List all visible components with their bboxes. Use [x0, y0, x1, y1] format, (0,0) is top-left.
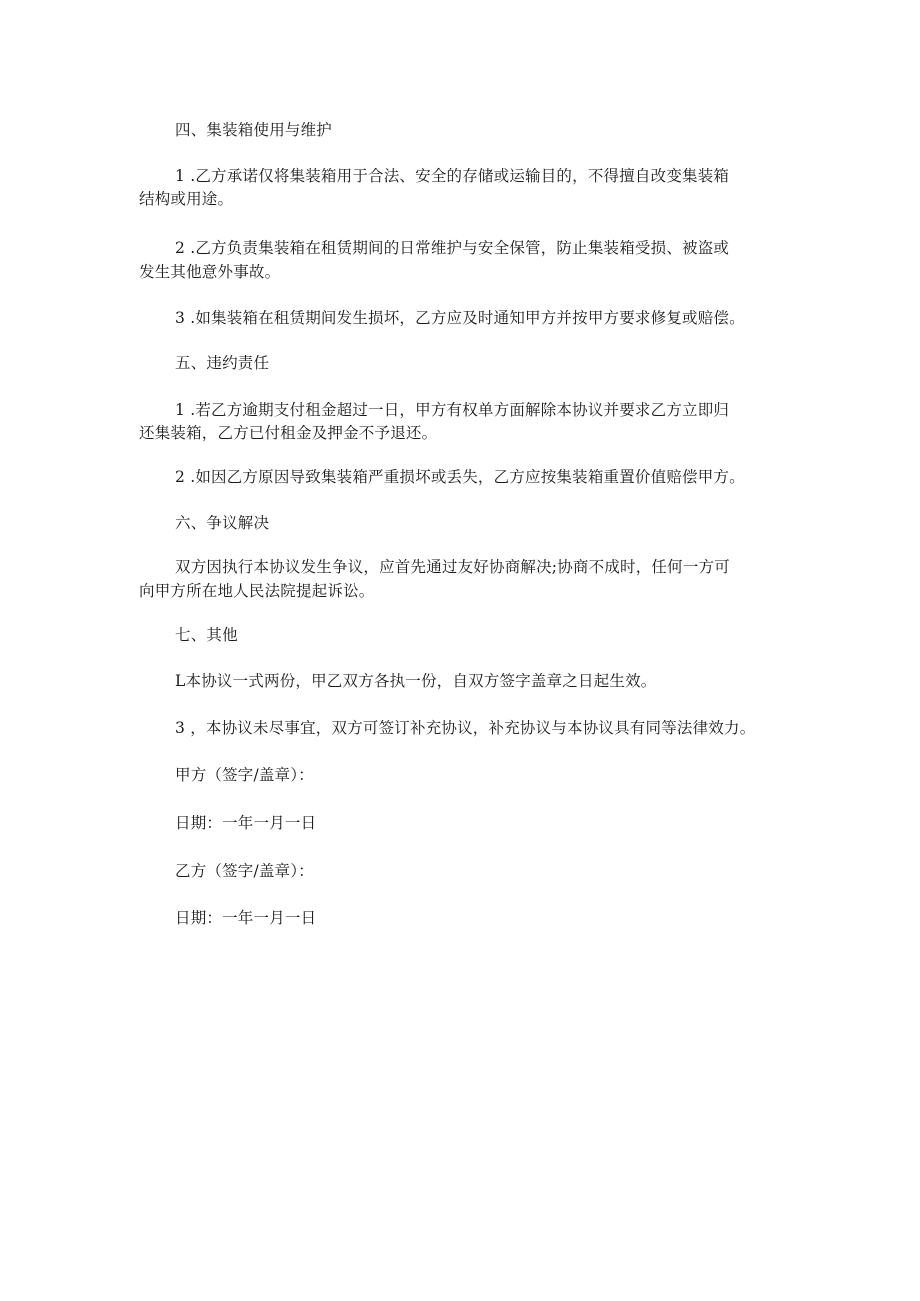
section-heading: 五、违约责任: [175, 354, 270, 372]
clause-text-continued: 向甲方所在地人民法院提起诉讼。: [139, 582, 375, 600]
clause-text: 3 ，本协议未尽事宜，双方可签订补充协议，补充协议与本协议具有同等法律效力。: [175, 719, 756, 737]
party-a-date: 日期：一年一月一日: [175, 814, 317, 832]
clause-text-continued: 还集装箱，乙方已付租金及押金不予退还。: [139, 424, 438, 442]
clause-text: 2 .如因乙方原因导致集装箱严重损坏或丢失，乙方应按集装箱重置价值赔偿甲方。: [175, 468, 745, 486]
clause-text-continued: 发生其他意外事故。: [139, 263, 281, 281]
clause-text-continued: 结构或用途。: [139, 190, 234, 208]
clause-text: 2 .乙方负责集装箱在租赁期间的日常维护与安全保管，防止集装箱受损、被盗或: [175, 239, 730, 257]
section-heading: 四、集装箱使用与维护: [175, 121, 333, 139]
party-b-date: 日期：一年一月一日: [175, 909, 317, 927]
party-a-signature-label: 甲方（签字/盖章）：: [175, 766, 314, 784]
clause-text: 1 .乙方承诺仅将集装箱用于合法、安全的存储或运输目的，不得擅自改变集装箱: [175, 167, 730, 185]
clause-text: L本协议一式两份，甲乙双方各执一份，自双方签字盖章之日起生效。: [175, 672, 657, 690]
section-heading: 六、争议解决: [175, 514, 270, 532]
party-b-signature-label: 乙方（签字/盖章）：: [175, 862, 314, 880]
clause-text: 双方因执行本协议发生争议，应首先通过友好协商解决;协商不成时，任何一方可: [175, 558, 730, 576]
clause-text: 3 .如集装箱在租赁期间发生损坏，乙方应及时通知甲方并按甲方要求修复或赔偿。: [175, 309, 745, 327]
section-heading: 七、其他: [175, 626, 238, 644]
clause-text: 1 .若乙方逾期支付租金超过一日，甲方有权单方面解除本协议并要求乙方立即归: [175, 401, 730, 419]
